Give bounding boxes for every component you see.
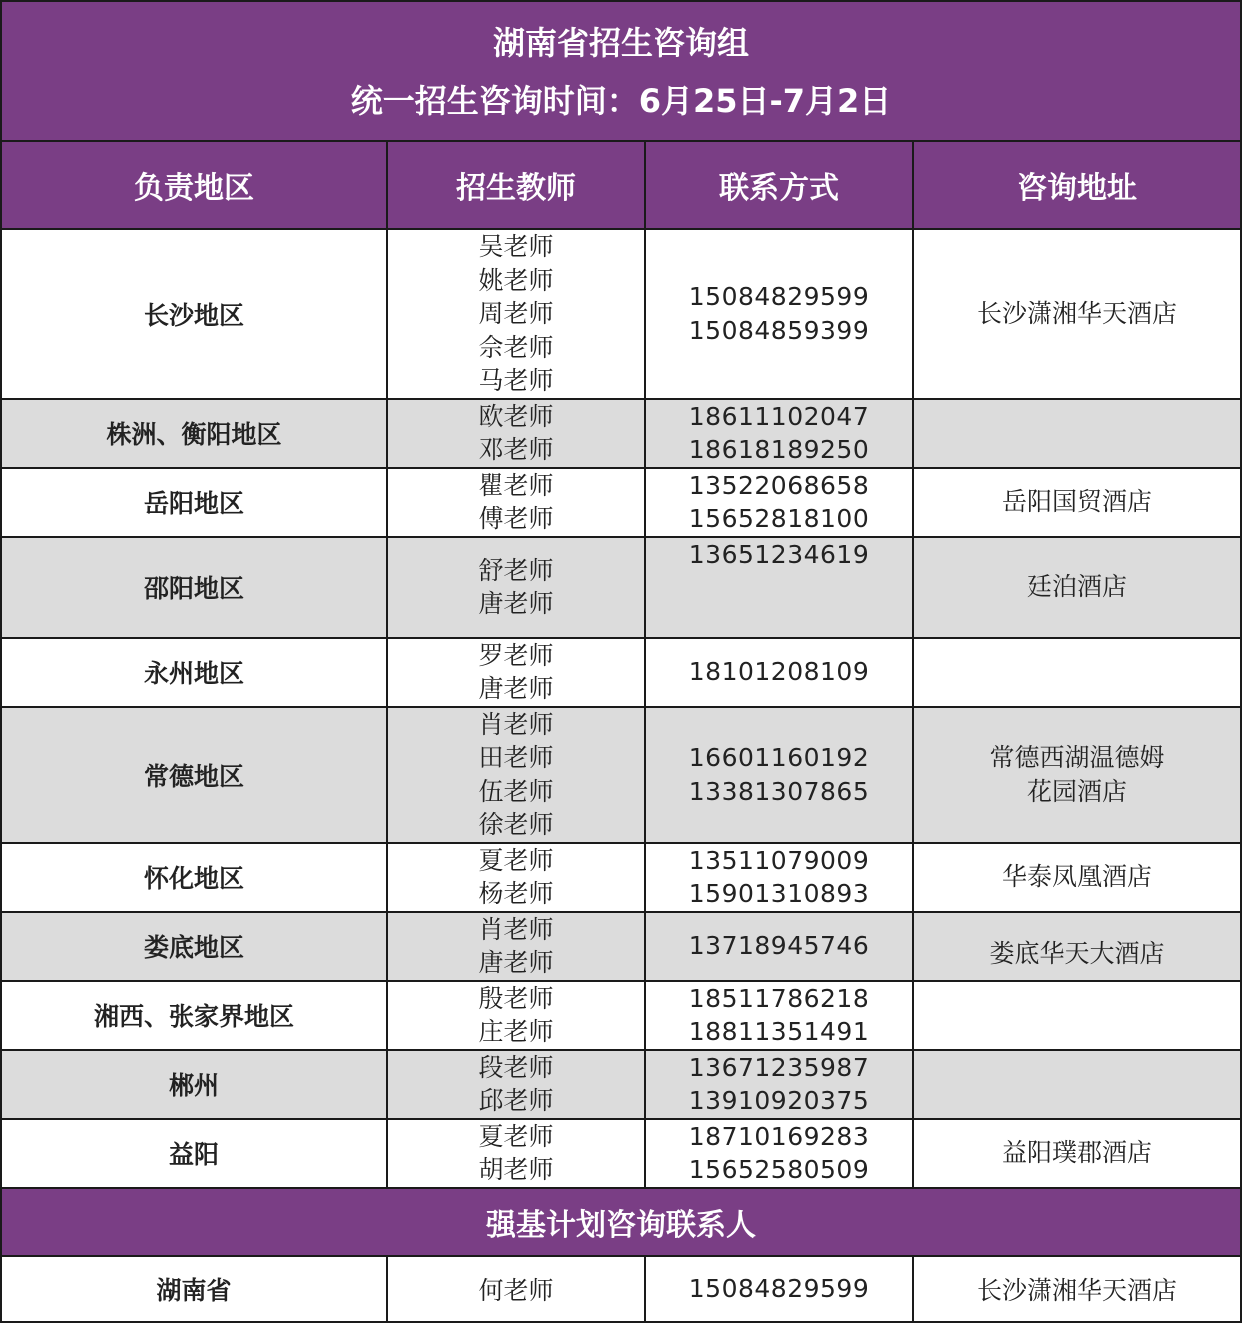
header-teacher: 招生教师 xyxy=(387,141,645,229)
teacher-name: 夏老师 xyxy=(478,1121,554,1151)
address-cell xyxy=(913,638,1241,707)
address-text: 华泰凤凰酒店 xyxy=(1001,862,1152,892)
teacher-name: 肖老师 xyxy=(478,914,554,944)
phones-cell xyxy=(645,707,913,843)
address-text: 常德西湖温德姆 xyxy=(989,743,1165,772)
teachers-cell xyxy=(387,981,645,1050)
teacher-name: 殷老师 xyxy=(478,983,554,1013)
table-row xyxy=(1,537,1241,638)
title-row xyxy=(1,1,1241,141)
section2-title-row xyxy=(1,1188,1241,1256)
teachers-cell xyxy=(387,229,645,399)
teacher-name: 何老师 xyxy=(387,1256,645,1322)
table-row xyxy=(1,1119,1241,1188)
header-region: 负责地区 xyxy=(1,141,387,229)
phones-cell xyxy=(645,981,913,1050)
address-cell xyxy=(913,1050,1241,1119)
region-cell: 永州地区 xyxy=(1,638,387,707)
phones-cell xyxy=(645,638,913,707)
address-cell xyxy=(913,399,1241,468)
phone-number: 18710169283 xyxy=(688,1121,870,1151)
teacher-name: 邓老师 xyxy=(478,435,554,464)
phone-number: 15084859399 xyxy=(688,315,870,345)
teacher-name: 田老师 xyxy=(478,743,554,772)
phone-number: 13718945746 xyxy=(688,931,870,961)
address-cell xyxy=(913,229,1241,399)
address-cell xyxy=(913,707,1241,843)
teacher-name: 徐老师 xyxy=(478,810,554,839)
address-text: 长沙潇湘华天酒店 xyxy=(913,1256,1241,1322)
address-text: 岳阳国贸酒店 xyxy=(1001,487,1152,517)
phone-number: 13381307865 xyxy=(688,776,870,806)
phones-cell xyxy=(645,537,913,638)
page-subtitle: 统一招生咨询时间：6月25日-7月2日 xyxy=(350,82,892,120)
table-row xyxy=(1,912,1241,981)
region-cell: 郴州 xyxy=(1,1050,387,1119)
table-row xyxy=(1,1050,1241,1119)
phone-number: 13671235987 xyxy=(688,1052,870,1082)
teacher-name: 欧老师 xyxy=(478,401,554,431)
teacher-name: 伍老师 xyxy=(478,776,554,806)
teacher-name: 庄老师 xyxy=(478,1017,554,1046)
address-cell xyxy=(913,912,1241,981)
header-address: 咨询地址 xyxy=(913,141,1241,229)
header-contact: 联系方式 xyxy=(645,141,913,229)
table-row xyxy=(1,981,1241,1050)
teacher-name: 周老师 xyxy=(478,299,554,328)
phones-cell xyxy=(645,843,913,912)
teacher-name: 马老师 xyxy=(478,366,554,395)
teacher-name: 姚老师 xyxy=(478,265,554,295)
table-row xyxy=(1,707,1241,843)
region-cell: 怀化地区 xyxy=(1,843,387,912)
phones-cell xyxy=(645,468,913,537)
region-cell: 益阳 xyxy=(1,1119,387,1188)
teacher-name: 胡老师 xyxy=(478,1155,554,1184)
page-title: 湖南省招生咨询组 xyxy=(492,24,749,62)
address-cell xyxy=(913,1119,1241,1188)
phone-number: 18101208109 xyxy=(688,657,870,687)
teachers-cell xyxy=(387,399,645,468)
table-row xyxy=(1,229,1241,399)
address-cell xyxy=(913,843,1241,912)
address-text: 娄底华天大酒店 xyxy=(989,939,1165,969)
phones-cell xyxy=(645,1050,913,1119)
teacher-name: 唐老师 xyxy=(478,589,554,618)
teachers-cell xyxy=(387,707,645,843)
address-text: 长沙潇湘华天酒店 xyxy=(976,299,1177,328)
teachers-cell xyxy=(387,537,645,638)
teacher-name: 舒老师 xyxy=(478,555,554,585)
address-text: 花园酒店 xyxy=(1026,776,1127,806)
teacher-name: 段老师 xyxy=(478,1052,554,1082)
teacher-name: 唐老师 xyxy=(478,674,554,703)
teachers-cell xyxy=(387,843,645,912)
teacher-name: 佘老师 xyxy=(478,332,554,362)
table-row xyxy=(1,843,1241,912)
phone-number: 15084829599 xyxy=(688,282,870,312)
phones-cell xyxy=(645,229,913,399)
table-row xyxy=(1,1256,1241,1322)
teacher-name: 夏老师 xyxy=(478,845,554,875)
teacher-name: 邱老师 xyxy=(478,1086,554,1115)
phones-cell xyxy=(645,912,913,981)
region-cell: 岳阳地区 xyxy=(1,468,387,537)
region-cell: 湖南省 xyxy=(1,1256,387,1322)
address-cell xyxy=(913,468,1241,537)
teachers-cell xyxy=(387,1050,645,1119)
teacher-name: 瞿老师 xyxy=(478,470,554,500)
phone-number: 13651234619 xyxy=(688,539,870,569)
address-text: 益阳璞郡酒店 xyxy=(1001,1138,1152,1168)
teachers-cell xyxy=(387,912,645,981)
phone-number: 15652818100 xyxy=(688,504,870,533)
phones-cell xyxy=(645,1119,913,1188)
teacher-name: 傅老师 xyxy=(478,504,554,533)
region-cell: 长沙地区 xyxy=(1,229,387,399)
phones-cell xyxy=(645,399,913,468)
phone-number: 18618189250 xyxy=(688,435,870,464)
address-text: 廷泊酒店 xyxy=(1026,572,1127,602)
region-cell: 娄底地区 xyxy=(1,912,387,981)
phone-number: 18611102047 xyxy=(688,401,870,431)
header-row xyxy=(1,141,1241,229)
region-cell: 株洲、衡阳地区 xyxy=(1,399,387,468)
table-row xyxy=(1,468,1241,537)
phone-number: 15652580509 xyxy=(688,1155,870,1184)
region-cell: 邵阳地区 xyxy=(1,537,387,638)
section2-title: 强基计划咨询联系人 xyxy=(1,1188,1241,1256)
address-cell xyxy=(913,537,1241,638)
address-cell xyxy=(913,981,1241,1050)
phone-number: 15901310893 xyxy=(688,879,870,908)
phone-number: 13522068658 xyxy=(688,470,870,500)
teacher-name: 肖老师 xyxy=(478,709,554,739)
phone-number: 15084829599 xyxy=(645,1256,913,1322)
teacher-name: 杨老师 xyxy=(478,879,554,908)
teachers-cell xyxy=(387,468,645,537)
phone-number: 16601160192 xyxy=(688,743,870,772)
phone-number: 13910920375 xyxy=(688,1086,870,1115)
teacher-name: 吴老师 xyxy=(478,232,554,261)
teachers-cell xyxy=(387,1119,645,1188)
phone-number: 18511786218 xyxy=(688,983,870,1013)
table-row xyxy=(1,638,1241,707)
teacher-name: 唐老师 xyxy=(478,948,554,977)
teacher-name: 罗老师 xyxy=(478,640,554,670)
region-cell: 常德地区 xyxy=(1,707,387,843)
teachers-cell xyxy=(387,638,645,707)
phone-number: 18811351491 xyxy=(688,1017,870,1046)
phone-number: 13511079009 xyxy=(688,845,870,875)
region-cell: 湘西、张家界地区 xyxy=(1,981,387,1050)
table-row xyxy=(1,399,1241,468)
